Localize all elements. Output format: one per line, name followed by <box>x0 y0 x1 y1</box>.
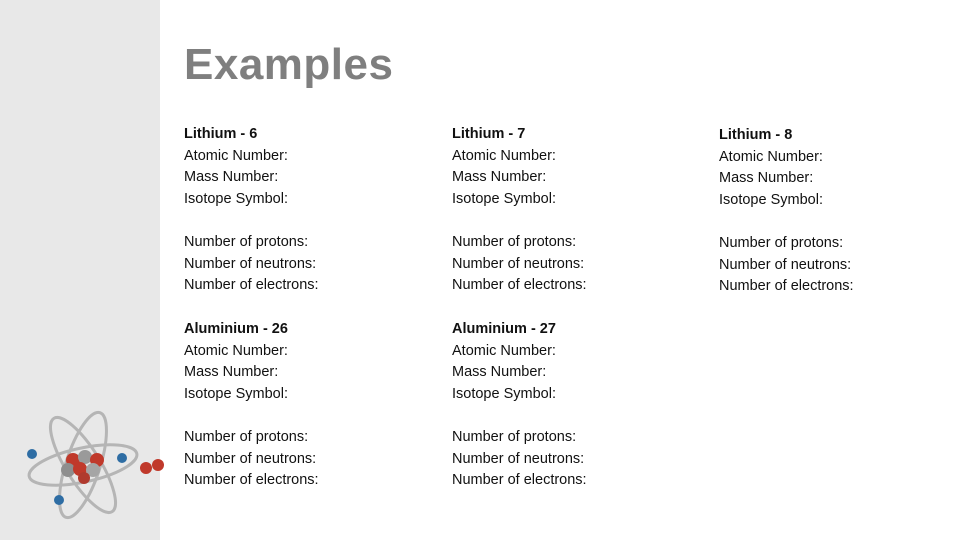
atomic-number-label: Atomic Number: <box>719 148 823 165</box>
isotope-name: Lithium - 8 <box>719 127 793 143</box>
mass-number-label: Mass Number: <box>184 364 279 381</box>
atomic-number-label: Atomic Number: <box>452 147 556 164</box>
isotope-symbol-label: Isotope Symbol: <box>184 385 288 402</box>
isotope-block-aluminium-26 <box>184 319 434 405</box>
isotope-block-aluminium-27 <box>452 319 702 405</box>
isotope-symbol-label: Isotope Symbol: <box>452 190 556 207</box>
isotope-symbol-label: Isotope Symbol: <box>184 190 288 207</box>
page-title: Examples <box>184 40 394 89</box>
protons-label: Number of protons: <box>719 235 844 251</box>
particle-counts-lithium-8 <box>719 233 960 298</box>
mass-number-label: Mass Number: <box>452 364 547 381</box>
protons-label: Number of protons: <box>184 234 309 250</box>
particle-counts-aluminium-26 <box>184 427 434 492</box>
isotope-symbol-label: Isotope Symbol: <box>719 191 823 208</box>
isotope-name: Lithium - 6 <box>184 126 258 142</box>
electrons-label: Number of electrons: <box>719 278 854 295</box>
neutrons-label: Number of neutrons: <box>452 255 585 272</box>
electrons-label: Number of electrons: <box>452 472 587 489</box>
sidebar-panel <box>0 0 160 540</box>
isotope-name: Lithium - 7 <box>452 126 526 142</box>
electrons-label: Number of electrons: <box>452 277 587 294</box>
isotope-block-lithium-8 <box>719 125 960 211</box>
atomic-number-label: Atomic Number: <box>184 147 288 164</box>
neutrons-label: Number of neutrons: <box>184 450 317 467</box>
atom-icon <box>18 410 168 528</box>
electrons-label: Number of electrons: <box>184 472 319 489</box>
isotope-name: Aluminium - 26 <box>184 321 288 337</box>
isotope-name: Aluminium - 27 <box>452 321 556 337</box>
atomic-number-label: Atomic Number: <box>452 342 556 359</box>
protons-label: Number of protons: <box>452 234 577 250</box>
neutrons-label: Number of neutrons: <box>184 255 317 272</box>
protons-label: Number of protons: <box>452 429 577 445</box>
isotope-block-lithium-6 <box>184 124 434 210</box>
neutrons-label: Number of neutrons: <box>452 450 585 467</box>
particle-counts-lithium-6 <box>184 232 434 297</box>
atomic-number-label: Atomic Number: <box>184 342 288 359</box>
mass-number-label: Mass Number: <box>719 170 814 187</box>
particle-counts-lithium-7 <box>452 232 702 297</box>
mass-number-label: Mass Number: <box>184 169 279 186</box>
electrons-label: Number of electrons: <box>184 277 319 294</box>
mass-number-label: Mass Number: <box>452 169 547 186</box>
particle-counts-aluminium-27 <box>452 427 702 492</box>
isotope-symbol-label: Isotope Symbol: <box>452 385 556 402</box>
neutrons-label: Number of neutrons: <box>719 256 852 273</box>
isotope-block-lithium-7 <box>452 124 702 210</box>
protons-label: Number of protons: <box>184 429 309 445</box>
